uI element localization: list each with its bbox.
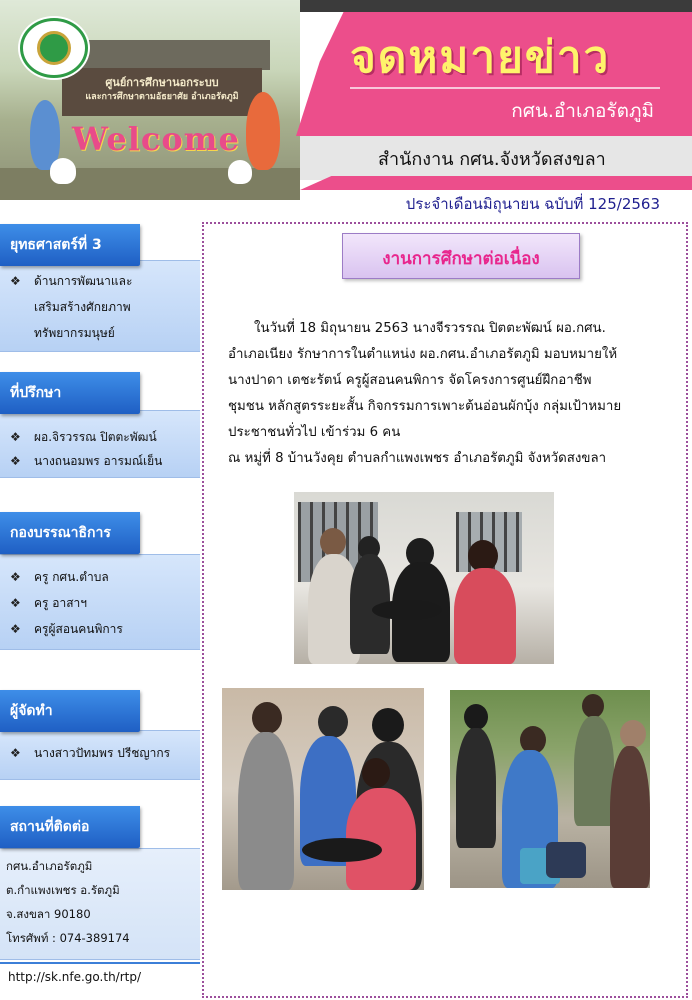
editors-heading: กองบรรณาธิการ [0, 512, 140, 554]
person-head [620, 720, 646, 748]
article-line: อำเภอเนียง รักษาการในตำแหน่ง ผอ.กศน.อำเภอรัตภูมิ มอบหมายให้ [228, 347, 618, 362]
editor-name: ครู กศน.ตำบล [34, 570, 109, 584]
strategy-line-2: เสริมสร้างศักยภาพ [34, 300, 131, 314]
article-line: ชุมชน หลักสูตรระยะสั้น กิจกรรมการเพาะต้นอ่อนผักบุ้ง กลุ่มเป้าหมาย [228, 399, 622, 414]
header-pink-stripe [300, 176, 692, 190]
diamond-bullet-icon: ❖ [10, 746, 21, 760]
diamond-bullet-icon: ❖ [10, 454, 21, 468]
editor-item [10, 618, 28, 640]
diamond-bullet-icon: ❖ [10, 430, 21, 444]
strategy-line-3: ทรัพยากรมนุษย์ [34, 326, 115, 340]
url-box [0, 962, 200, 1000]
contact-heading: สถานที่ติดต่อ [0, 806, 140, 848]
person-head [582, 694, 604, 718]
contact-line: กศน.อำเภอรัตภูมิ [6, 859, 93, 873]
sheep-right [228, 160, 252, 184]
strategy-heading: ยุทธศาสตร์ที่ 3 [0, 224, 140, 266]
newsletter-title: จดหมายข่าว [350, 32, 611, 83]
person-head [318, 706, 348, 738]
basin [302, 838, 382, 862]
article-line: ณ หมู่ที่ 8 บ้านวังคุย ตำบลกำแพงเพชร อำเภอรัตภูมิ จังหวัดสงขลา [228, 451, 607, 466]
website-link[interactable]: http://sk.nfe.go.th/rtp/ [8, 970, 142, 984]
diamond-bullet-icon: ❖ [10, 274, 21, 288]
center-sign-line-1: ศูนย์การศึกษานอกระบบ [105, 76, 219, 89]
title-divider [350, 87, 660, 89]
section-title: งานการศึกษาต่อเนื่อง [342, 233, 580, 279]
activity-photo-1 [294, 492, 554, 664]
editor-name: ครู อาสาฯ [34, 596, 88, 610]
person [454, 568, 516, 664]
article-line: ประชาชนทั่วไป เข้าร่วม 6 คน [228, 425, 401, 440]
advisor-item [10, 426, 28, 448]
person-head [362, 758, 390, 788]
contact-phone: โทรศัพท์ : 074-389174 [6, 931, 130, 945]
diamond-bullet-icon: ❖ [10, 570, 21, 584]
producer-name: นางสาวปัทมพร ปรีชญากร [34, 746, 171, 760]
basin [546, 842, 586, 878]
center-sign-line-2: และการศึกษาตามอัธยาศัย อำเภอรัตภูมิ [85, 92, 239, 102]
editor-name: ครูผู้สอนคนพิการ [34, 622, 123, 636]
person [574, 716, 614, 826]
office-name: สำนักงาน กศน.จังหวัดสงขลา [378, 149, 606, 170]
person [238, 732, 294, 890]
statue-right [246, 92, 280, 170]
nfe-logo [20, 18, 88, 78]
logo-emblem [37, 31, 71, 65]
person-head [252, 702, 282, 734]
activity-photo-3 [450, 690, 650, 888]
basin [372, 600, 442, 620]
ground [0, 168, 300, 200]
sidebar [0, 222, 200, 1000]
advisor-item [10, 450, 28, 472]
contact-line: จ.สงขลา 90180 [6, 907, 91, 921]
diamond-bullet-icon: ❖ [10, 622, 21, 636]
strategy-bullet [10, 270, 28, 292]
advisor-name: นางถนอมพร อารมณ์เย็น [34, 454, 163, 468]
editor-item [10, 566, 28, 588]
sheep-left [50, 158, 76, 184]
person-head [320, 528, 346, 556]
activity-photo-2 [222, 688, 424, 890]
editor-item [10, 592, 28, 614]
producer-heading: ผู้จัดทำ [0, 690, 140, 732]
diamond-bullet-icon: ❖ [10, 596, 21, 610]
welcome-sign: Welcome [72, 120, 240, 158]
issue-number: ประจำเดือนมิถุนายน ฉบับที่ 125/2563 [405, 195, 660, 213]
strategy-line-1: ด้านการพัฒนาและ [34, 274, 133, 288]
center-sign [62, 68, 262, 116]
newsletter-header [0, 0, 692, 218]
article-line: นางปาดา เตชะรัตน์ ครูผู้สอนคนพิการ จัดโครงการศูนย์ฝึกอาชีพ [228, 373, 592, 388]
person-head [372, 708, 404, 742]
producer-item [10, 742, 28, 764]
header-dark-strip [300, 0, 692, 12]
person [610, 746, 650, 888]
advisors-heading: ที่ปรึกษา [0, 372, 140, 414]
article-line: ในวันที่ 18 มิถุนายน 2563 นางจีรวรรณ ปิตตะพัฒน์ ผอ.กศน. [254, 321, 606, 336]
contact-line: ต.กำแพงเพชร อ.รัตภูมิ [6, 883, 120, 897]
newsletter-subtitle: กศน.อำเภอรัตภูมิ [511, 100, 654, 122]
person-head [464, 704, 488, 730]
person [456, 728, 496, 848]
advisor-name: ผอ.จิรวรรณ ปิตตะพัฒน์ [34, 430, 157, 444]
